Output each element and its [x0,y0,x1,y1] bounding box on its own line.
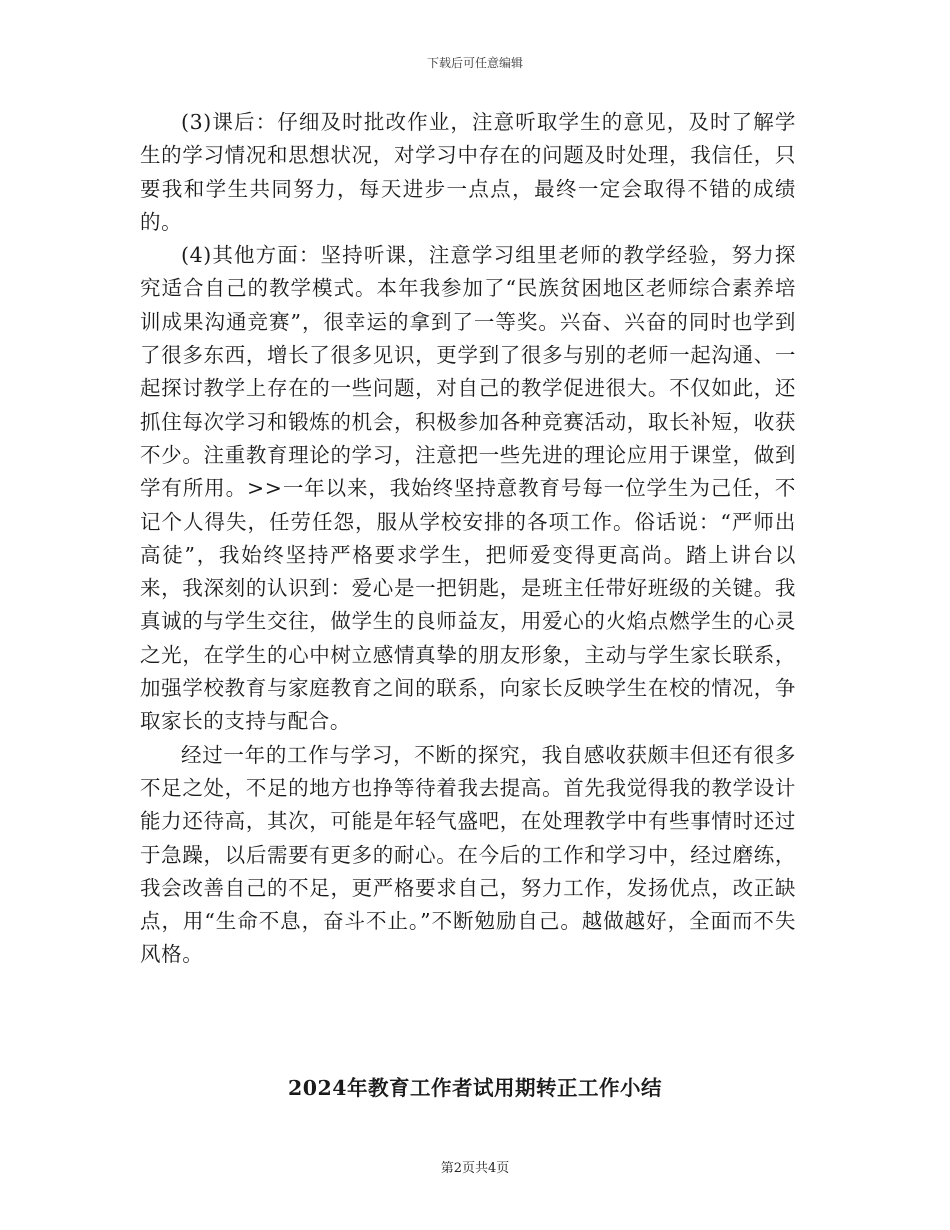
document-body [140,106,796,972]
paragraph-summary: 经过一年的工作与学习，不断的探究，我自感收获颇丰但还有很多不足之处，不足的地方也挣等待着我去提高。首先我觉得我的教学设计能力还待高，其次，可能是年轻气盛吧，在处理教学中有些事情时还过于急躁，以后需要有更多的耐心。在今后的工作和学习中，经过磨练，我会改善自己的不足，更严格要求自己，努力工作，发扬优点，改正缺点，用“生命不息，奋斗不止。”不断勉励自己。越做越好，全面而不失风格。 [140,742,796,967]
page-header: 下载后可任意编辑 [426,56,523,70]
paragraph-other-aspects: (4)其他方面：坚持听课，注意学习组里老师的教学经验，努力探究适合自己的教学模式。本年我参加了“民族贫困地区老师综合素养培训成果沟通竞赛”，很幸运的拿到了一等奖。兴奋、兴奋的同时也学到了很多东西，增长了很多见识，更学到了很多与别的老师一起沟通、一起探讨教学上存在的一些问题，对自己的教学促进很大。不仅如此，还抓住每次学习和锻炼的机会，积极参加各种竞赛活动，取长补短，收获不少。注重教育理论的学习，注意把一些先进的理论应用于课堂，做到学有所用。>>一年以来，我始终坚持意教育号每一位学生为己任，不记个人得失，任劳任怨，服从学校安排的各项工作。俗话说：“严师出高徒”，我始终坚持严格要求学生，把师爱变得更高尚。踏上讲台以来，我深刻的认识到：爱心是一把钥匙，是班主任带好班级的关键。我真诚的与学生交往，做学生的良师益友，用爱心的火焰点燃学生的心灵之光，在学生的心中树立感情真挚的朋友形象，主动与学生家长联系，加强学校教育与家庭教育之间的联系，向家长反映学生在校的情况，争取家长的支持与配合。 [140,243,796,734]
section-title: 2024年教育工作者试用期转正工作小结 [287,1076,663,1100]
paragraph-after-class: (3)课后：仔细及时批改作业，注意听取学生的意见，及时了解学生的学习情况和思想状况，对学习中存在的问题及时处理，我信任，只要我和学生共同努力，每天进步一点点，最终一定会取得不错的成绩的。 [140,110,796,234]
page-footer: 第2页共4页 [440,1161,510,1176]
